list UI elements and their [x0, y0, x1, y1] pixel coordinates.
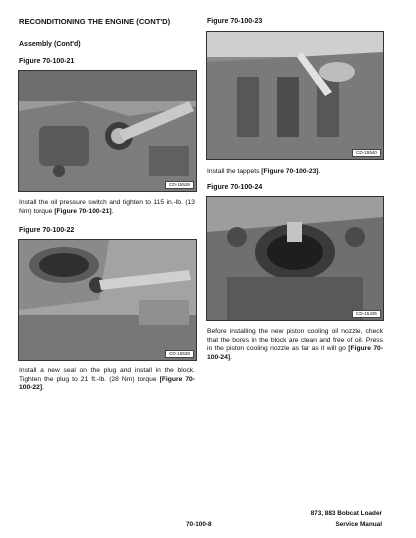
page-number: 70-100-8 [186, 521, 212, 528]
figure-22-label: Figure 70-100-22 [19, 227, 75, 234]
piston-cooling-nozzle-image [207, 197, 383, 320]
figure-22-reference: [Figure 70-100-22] [19, 375, 196, 392]
figure-21-code: CD-15528 [165, 181, 194, 189]
figure-22-code: CD-15528 [165, 350, 194, 358]
figure-23-label: Figure 70-100-23 [207, 18, 263, 25]
figure-22-caption: Install a new seal on the plug and install in the block. Tighten the plug to 21 ft.-lb. (28 Nm) torque [Figure 70-100-22]. [19, 367, 196, 392]
tappets-image [207, 32, 383, 159]
figure-24-code: CD-15435 [352, 310, 381, 318]
figure-23-caption: Install the tappets [Figure 70-100-23]. [207, 168, 321, 175]
figure-21-photo [18, 70, 197, 192]
figure-23-code: CD-15540 [352, 149, 381, 157]
figure-23-photo [206, 31, 384, 160]
oil-plug-image [19, 240, 196, 360]
subsection-title: Assembly (Cont'd) [19, 41, 81, 48]
figure-21-label: Figure 70-100-21 [19, 58, 75, 65]
footer-model: 873, 883 Bobcat Loader [310, 510, 382, 517]
figure-21-reference: [Figure 70-100-21] [54, 207, 112, 215]
figure-23-reference: [Figure 70-100-23] [261, 168, 319, 175]
oil-pressure-switch-image [19, 71, 196, 191]
section-title: RECONDITIONING THE ENGINE (CONT'D) [19, 17, 171, 26]
figure-21-caption: Install the oil pressure switch and tighten to 115 in.-lb. (13 Nm) torque [Figure 70-100-21]. [19, 199, 195, 215]
figure-24-caption: Before installing the new piston cooling oil nozzle, check that the bores in the block are clean and free of oil. Press in the piston cooling nozzle as far as it will go [Figure 70-100-24]. [207, 328, 384, 361]
figure-24-label: Figure 70-100-24 [207, 184, 263, 191]
footer-manual: Service Manual [335, 521, 382, 528]
figure-22-photo [18, 239, 197, 361]
figure-24-photo [206, 196, 384, 321]
figure-24-reference: [Figure 70-100-24] [207, 345, 384, 361]
